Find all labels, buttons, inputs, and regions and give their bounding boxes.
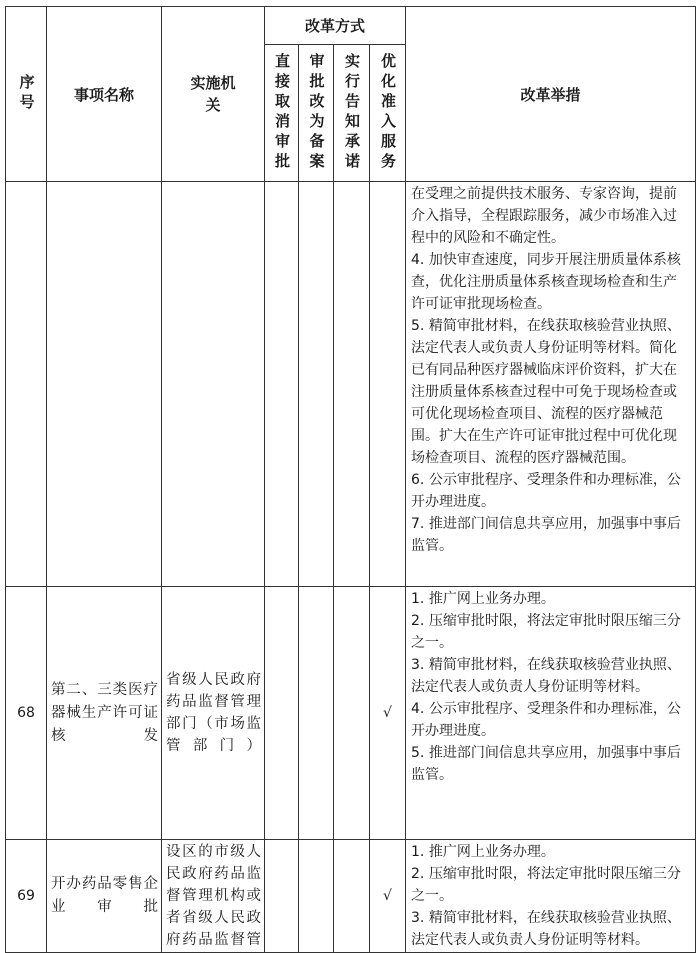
row-mode-optimize: √: [370, 840, 406, 953]
measure-item: 2. 压缩审批时限，将法定审批时限压缩三分之一。: [411, 613, 681, 651]
measure-item: 4. 加快审查速度，同步开展注册质量体系核查，优化注册质量体系核查现场检查和生产许可证审批现场检查。: [411, 252, 681, 312]
table-row: [6, 587, 696, 840]
measure-item: 6. 公示审批程序、受理条件和办理标准，公开办理进度。: [411, 472, 681, 510]
measure-item: 2. 压缩审批时限，将法定审批时限压缩三分之一。: [411, 866, 681, 904]
row-mode-commitment: [334, 182, 370, 587]
header-item-name: 事项名称: [47, 7, 162, 182]
row-mode-filing: [299, 182, 334, 587]
row-mode-cancel: [265, 587, 299, 840]
reform-table: [5, 6, 696, 953]
row-measures: [406, 587, 696, 840]
header-mode-commitment: 实行告知承诺: [334, 45, 370, 182]
row-item-name: [47, 182, 162, 587]
row-item-name: 开办药品零售企业审批: [47, 840, 162, 953]
table-row: [6, 182, 696, 587]
measure-item: 5. 推进部门间信息共享应用，加强事中事后监管。: [411, 745, 681, 783]
measure-item: 7. 推进部门间信息共享应用，加强事中事后监管。: [411, 516, 681, 554]
row-mode-filing: [299, 587, 334, 840]
measure-item: 4. 公示审批程序、受理条件和办理标准，公开办理进度。: [411, 701, 681, 739]
row-mode-cancel: [265, 182, 299, 587]
header-mode-optimize: 优化准入服务: [370, 45, 406, 182]
row-mode-optimize: √: [370, 587, 406, 840]
table-row: [6, 840, 696, 953]
header-seq: 序号: [6, 7, 47, 182]
row-item-name: 第二、三类医疗器械生产许可证核发: [47, 587, 162, 840]
measure-item: 3. 精简审批材料，在线获取核验营业执照、法定代表人或负责人身份证明等材料。: [411, 657, 681, 695]
row-mode-commitment: [334, 840, 370, 953]
header-measures: 改革举措: [406, 7, 696, 182]
header-agency: 实施机关: [162, 7, 265, 182]
row-mode-filing: [299, 840, 334, 953]
row-mode-cancel: [265, 840, 299, 953]
row-measures: [406, 182, 696, 587]
row-seq: 69: [6, 840, 47, 953]
measure-item: 5. 精简审批材料，在线获取核验营业执照、法定代表人或负责人身份证明等材料。简化已有同品种医疗器械临床评价资料，扩大在注册质量体系核查过程中可免于现场检查或可优化现场检查项目、流程的医疗器械范围。扩大在生产许可证审批过程中可优化现场检查项目、流程的医疗器械范围。: [411, 318, 681, 466]
row-measures: [406, 840, 696, 953]
header-mode-cancel: 直接取消审批: [265, 45, 299, 182]
header-reform-mode: 改革方式: [265, 7, 406, 45]
measure-item: 1. 推广网上业务办理。: [411, 844, 555, 860]
row-agency: 省级人民政府药品监督管理部门（市场监管部门）: [162, 587, 265, 840]
row-seq: [6, 182, 47, 587]
row-mode-commitment: [334, 587, 370, 840]
measure-item: 1. 推广网上业务办理。: [411, 591, 555, 607]
measure-item: 在受理之前提供技术服务、专家咨询，提前介入指导，全程跟踪服务，减少市场准入过程中的风险和不确定性。: [411, 186, 678, 246]
row-agency: [162, 182, 265, 587]
header-mode-filing: 审批改为备案: [299, 45, 334, 182]
row-agency: 设区的市级人民政府药品监督管理机构或者省级人民政府药品监督管: [162, 840, 265, 953]
row-mode-optimize: [370, 182, 406, 587]
measure-item: 3. 精简审批材料，在线获取核验营业执照、法定代表人或负责人身份证明等材料。: [411, 910, 681, 948]
row-seq: 68: [6, 587, 47, 840]
